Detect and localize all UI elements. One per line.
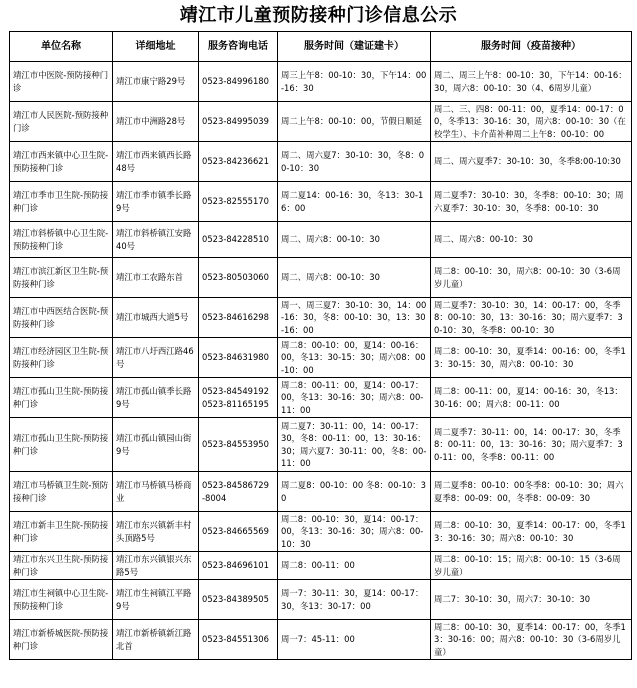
unit-name-cell: 靖江市东兴卫生院-预防接种门诊 [10,552,113,580]
address-cell: 靖江市孤山镇季长路9号 [113,378,199,418]
phone-cell: 0523-84389505 [199,580,278,620]
vaccination-clinic-table [9,31,632,660]
phone-cell: 0523-84696101 [199,552,278,580]
phone-cell: 0523-84665569 [199,512,278,552]
table-row [10,338,632,378]
phone-cell: 0523-84551306 [199,620,278,660]
unit-name-cell: 靖江市西来镇中心卫生院-预防接种门诊 [10,142,113,182]
vaccine-time-cell: 周二、周三上午8：00-10：30，下午14：00-16：30，周六8：00-10：30（4、6周岁儿童） [431,62,632,102]
card-time-cell: 周二8：00-11：00，夏14：00-17：00，冬13：30-16：30；周六8：00-11：00 [278,378,431,418]
table-row [10,620,632,660]
phone-cell: 0523-84549192 0523-81165195 [199,378,278,418]
card-time-cell: 周三上午8：00-10：30，下午14：00-16：30 [278,62,431,102]
table-row [10,472,632,512]
unit-name-cell: 靖江市马桥镇卫生院-预防接种门诊 [10,472,113,512]
unit-name-cell: 靖江市中医院-预防接种门诊 [10,62,113,102]
address-cell: 靖江市工农路东首 [113,258,199,298]
address-cell: 靖江市东兴镇银兴东路5号 [113,552,199,580]
table-row [10,298,632,338]
unit-name-cell: 靖江市斜桥镇中心卫生院-预防接种门诊 [10,222,113,258]
header-unit-name: 单位名称 [10,32,113,62]
unit-name-cell: 靖江市季市卫生院-预防接种门诊 [10,182,113,222]
card-time-cell: 周二、周六夏7：30-10：30，冬8：00-10：30 [278,142,431,182]
address-cell: 靖江市西来镇西长路48号 [113,142,199,182]
address-cell: 靖江市东兴镇新丰村头顶路5号 [113,512,199,552]
card-time-cell: 周二8：00-11：00 [278,552,431,580]
unit-name-cell: 靖江市滨江新区卫生院-预防接种门诊 [10,258,113,298]
table-body [10,62,632,660]
vaccine-time-cell: 周二8：00-10：15；周六8：00-10：15（3-6周岁儿童） [431,552,632,580]
address-cell: 靖江市季市镇季长路9号 [113,182,199,222]
unit-name-cell: 靖江市新丰卫生院-预防接种门诊 [10,512,113,552]
vaccine-time-cell: 周二夏季8：00-10：00冬季8：00-10：30；周六夏季8：00-09：00，冬季8：00-09：30 [431,472,632,512]
phone-cell: 0523-84228510 [199,222,278,258]
phone-cell: 0523-80503060 [199,258,278,298]
address-cell: 靖江市城西大道5号 [113,298,199,338]
phone-cell: 0523-84995039 [199,102,278,142]
unit-name-cell: 靖江市生祠镇中心卫生院-预防接种门诊 [10,580,113,620]
card-time-cell: 周二8：00-10：30，夏14：00-17：00，冬13：30-16：30；周六8：00-10：30 [278,512,431,552]
vaccine-time-cell: 周二、周六夏季7：30-10：30，冬季8:00-10:30 [431,142,632,182]
phone-cell: 0523-84616298 [199,298,278,338]
address-cell: 靖江市孤山镇园山街9号 [113,418,199,472]
card-time-cell: 周二上午8：00-10：00，节假日顺延 [278,102,431,142]
table-row [10,102,632,142]
unit-name-cell: 靖江市新桥城医院-预防接种门诊 [10,620,113,660]
vaccine-time-cell: 周二8：00-10：30，周六8：00-10：30（3-6周岁儿童） [431,258,632,298]
table-row [10,552,632,580]
header-card-time: 服务时间（建证建卡） [278,32,431,62]
address-cell: 靖江市八圩西江路46号 [113,338,199,378]
phone-cell: 0523-84553950 [199,418,278,472]
vaccine-time-cell: 周二8：00-10：30，夏季14：00-17：00，冬季13：30-16：00；周六8：00-10：30（3-6周岁儿童） [431,620,632,660]
table-row [10,222,632,258]
card-time-cell: 周二8：00-10：00，夏14：00-16：00，冬13：30-15：30；周六08：00-10：00 [278,338,431,378]
card-time-cell: 周一7：30-11：30，夏14：00-17：30，冬13：30-17：00 [278,580,431,620]
card-time-cell: 周一、周三夏7：30-10：30，14：00-16：30，冬8：00-10：30，13：30-16：00 [278,298,431,338]
vaccine-time-cell: 周二夏季7：30-11：00，14：00-17：30，冬季8：00-11：00，13：30-16：30；周六夏季7：30-11：00，冬季8：00-11：00 [431,418,632,472]
address-cell: 靖江市康宁路29号 [113,62,199,102]
vaccine-time-cell: 周二7：30-10：30，周六7：30-10：30 [431,580,632,620]
card-time-cell: 周二夏8：00-10：00 冬8：00-10：30 [278,472,431,512]
phone-cell: 0523-84586729 -8004 [199,472,278,512]
phone-cell: 0523-84236621 [199,142,278,182]
unit-name-cell: 靖江市孤山卫生院-预防接种门诊 [10,378,113,418]
table-row [10,580,632,620]
phone-cell: 0523-84996180 [199,62,278,102]
card-time-cell: 周二、周六8：00-10：30 [278,258,431,298]
phone-cell: 0523-84631980 [199,338,278,378]
unit-name-cell: 靖江市中西医结合医院-预防接种门诊 [10,298,113,338]
header-address: 详细地址 [113,32,199,62]
address-cell: 靖江市中洲路28号 [113,102,199,142]
table-row [10,182,632,222]
vaccine-time-cell: 周二8：00-11：00，夏14：00-16：30，冬13：30-16：00；周六8：00-11：00 [431,378,632,418]
vaccine-time-cell: 周二、三、四8：00-11：00，夏季14：00-17：00，冬季13：30-16：30，周六8：00-10：30（在校学生）、卡介苗补种周二上午8：00-10：00 [431,102,632,142]
table-header-row [10,32,632,62]
card-time-cell: 周一7：45-11：00 [278,620,431,660]
phone-cell: 0523-82555170 [199,182,278,222]
address-cell: 靖江市新桥镇新江路北首 [113,620,199,660]
card-time-cell: 周二、周六8：00-10：30 [278,222,431,258]
table-row [10,418,632,472]
address-cell: 靖江市斜桥镇江安路40号 [113,222,199,258]
header-phone: 服务咨询电话 [199,32,278,62]
unit-name-cell: 靖江市经济园区卫生院-预防接种门诊 [10,338,113,378]
table-row [10,512,632,552]
card-time-cell: 周二夏7：30-11：00，14：00-17：30，冬8：00-11：00，13：30-16：30；周六夏7：30-11：00，冬8：00-11：00 [278,418,431,472]
header-vaccine-time: 服务时间（疫苗接种） [431,32,632,62]
vaccine-time-cell: 周二8：00-10：30，夏季14：00-16：00，冬季13：30-15：30，周六8：00-10：30 [431,338,632,378]
table-row [10,378,632,418]
vaccine-time-cell: 周二夏季7：30-10：30，14：00-17：00，冬季8：00-10：30，13：30-16：30；周六夏季7：30-10：30，冬季8：00-10：30 [431,298,632,338]
vaccine-time-cell: 周二8：00-10：30，夏季14：00-17：00，冬季13：30-16：30；周六8：00-10：30 [431,512,632,552]
page-title: 靖江市儿童预防接种门诊信息公示 [179,5,458,26]
card-time-cell: 周二夏14：00-16：30，冬13：30-16：00 [278,182,431,222]
table-row [10,62,632,102]
vaccine-time-cell: 周二、周六8：00-10：30 [431,222,632,258]
address-cell: 靖江市生祠镇江平路9号 [113,580,199,620]
vaccine-time-cell: 周二夏季7：30-10：30，冬季8：00-10：30；周六夏季7：30-10：30，冬季8：00-10：30 [431,182,632,222]
unit-name-cell: 靖江市孤山卫生院-预防接种门诊 [10,418,113,472]
address-cell: 靖江市马桥镇马桥商业 [113,472,199,512]
unit-name-cell: 靖江市人民医院-预防接种门诊 [10,102,113,142]
table-row [10,142,632,182]
table-row [10,258,632,298]
